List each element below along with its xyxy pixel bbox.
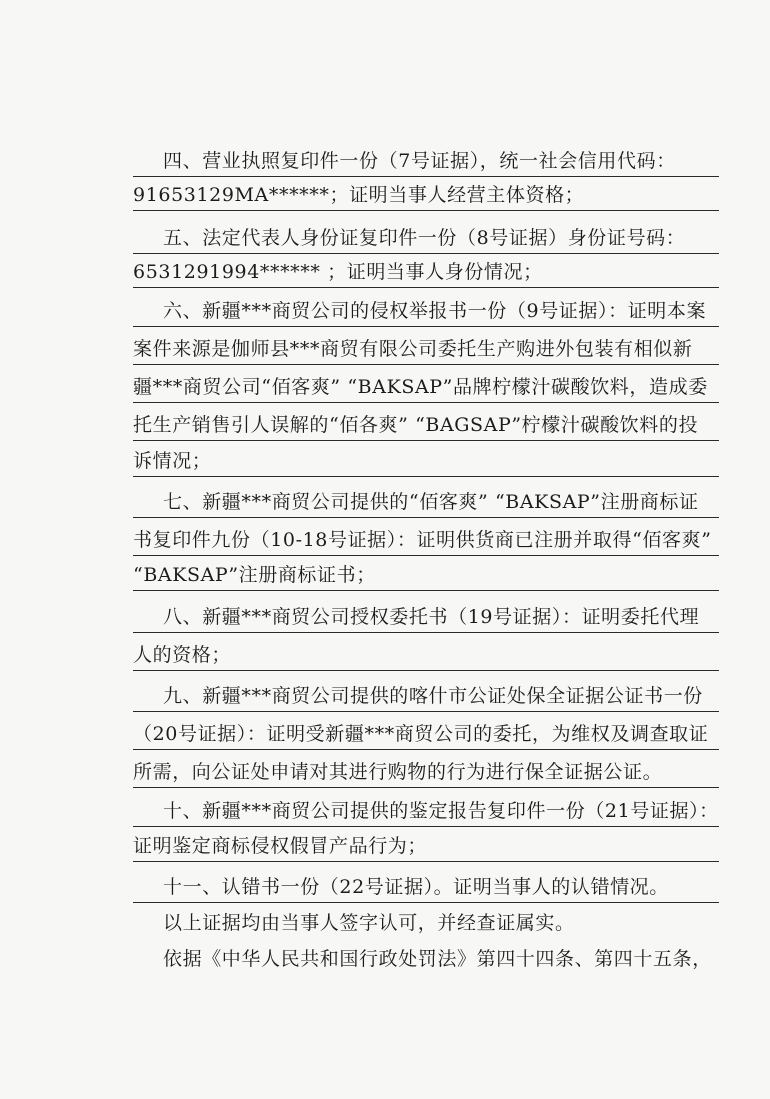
evidence-6-line-5: 诉情况； <box>133 446 719 477</box>
verification-statement: 以上证据均由当事人签字认可，并经查证属实。 <box>163 912 575 934</box>
legal-basis-line: 依据《中华人民共和国行政处罚法》第四十四条、第四十五条， <box>163 948 712 970</box>
evidence-7-line-3: “BAKSAP”注册商标证书； <box>133 560 719 591</box>
evidence-6-line-3: 疆***商贸公司“佰客爽” “BAKSAP”品牌柠檬汁碳酸饮料，造成委 <box>133 372 719 403</box>
evidence-6-line-4: 托生产销售引人误解的“佰各爽” “BAGSAP”柠檬汁碳酸饮料的投 <box>133 410 719 441</box>
evidence-9-line-2: （20号证据）：证明受新疆***商贸公司的委托，为维权及调查取证 <box>133 719 719 750</box>
evidence-10-line-1: 十、新疆***商贸公司提供的鉴定报告复印件一份（21号证据）： <box>133 796 719 827</box>
evidence-9-line-3: 所需，向公证处申请对其进行购物的行为进行保全证据公证。 <box>133 757 719 788</box>
evidence-10-line-2: 证明鉴定商标侵权假冒产品行为； <box>133 831 719 862</box>
evidence-4-line-2: 91653129MA******；证明当事人经营主体资格； <box>133 180 719 211</box>
evidence-7-line-1: 七、新疆***商贸公司提供的“佰客爽” “BAKSAP”注册商标证 <box>133 487 719 518</box>
evidence-6-line-1: 六、新疆***商贸公司的侵权举报书一份（9号证据）：证明本案 <box>133 296 719 327</box>
evidence-7-line-2: 书复印件九份（10-18号证据）：证明供货商已注册并取得“佰客爽” <box>133 525 719 556</box>
evidence-5-line-2: 6531291994****** ；证明当事人身份情况； <box>133 257 719 288</box>
evidence-4-line-1: 四、营业执照复印件一份（7号证据），统一社会信用代码： <box>133 146 719 177</box>
evidence-5-line-1: 五、法定代表人身份证复印件一份（8号证据）身份证号码： <box>133 223 719 254</box>
evidence-9-line-1: 九、新疆***商贸公司提供的喀什市公证处保全证据公证书一份 <box>133 681 719 712</box>
evidence-11-line: 十一、认错书一份（22号证据）。证明当事人的认错情况。 <box>133 872 719 903</box>
evidence-8-line-2: 人的资格； <box>133 640 719 671</box>
evidence-6-line-2: 案件来源是伽师县***商贸有限公司委托生产购进外包装有相似新 <box>133 334 719 365</box>
evidence-8-line-1: 八、新疆***商贸公司授权委托书（19号证据）：证明委托代理 <box>133 602 719 633</box>
